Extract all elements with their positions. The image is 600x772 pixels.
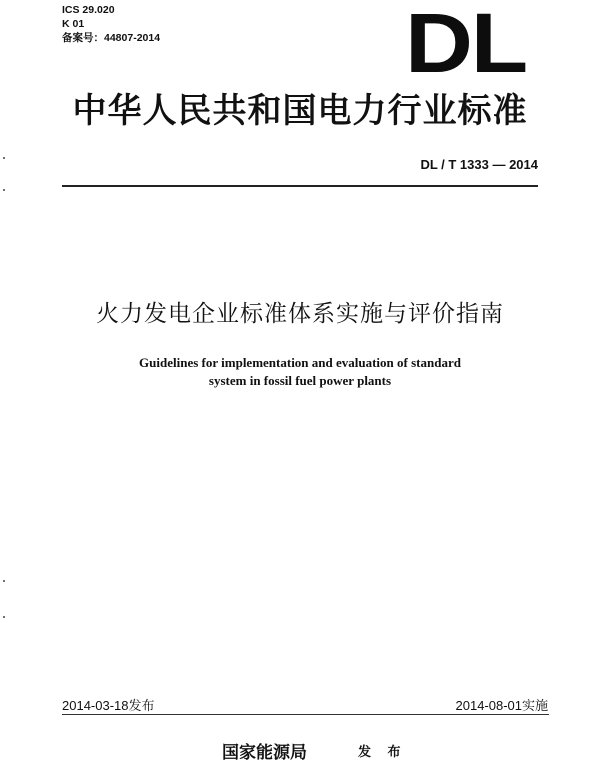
scan-speck [3,189,5,191]
record-number: 备案号：44807-2014 [62,32,161,44]
document-title-english-line-2: system in fossil fuel power plants [208,373,392,388]
effective-date: 2014-08-01实施 [455,698,548,713]
scan-speck [3,616,5,618]
standard-category-title: 中华人民共和国电力行业标准 [72,91,528,131]
ics-code: ICS 29.020 [62,4,115,16]
document-title-chinese: 火力发电企业标准体系实施与评价指南 [96,301,504,327]
issued-label: 发 布 [358,745,407,760]
issuer-name: 国家能源局 [222,743,307,763]
document-title-english [0,354,600,390]
ccs-code: K 01 [62,18,85,30]
document-title-english-line-1: Guidelines for implementation and evaluation of standard [139,355,461,370]
publish-date: 2014-03-18发布 [62,698,155,713]
header-divider [62,185,538,187]
standard-number: DL / T 1333 — 2014 [420,157,538,172]
scan-speck [3,157,5,159]
dl-logo: DL [405,0,526,90]
footer-divider [62,714,549,715]
scan-speck [3,580,5,582]
